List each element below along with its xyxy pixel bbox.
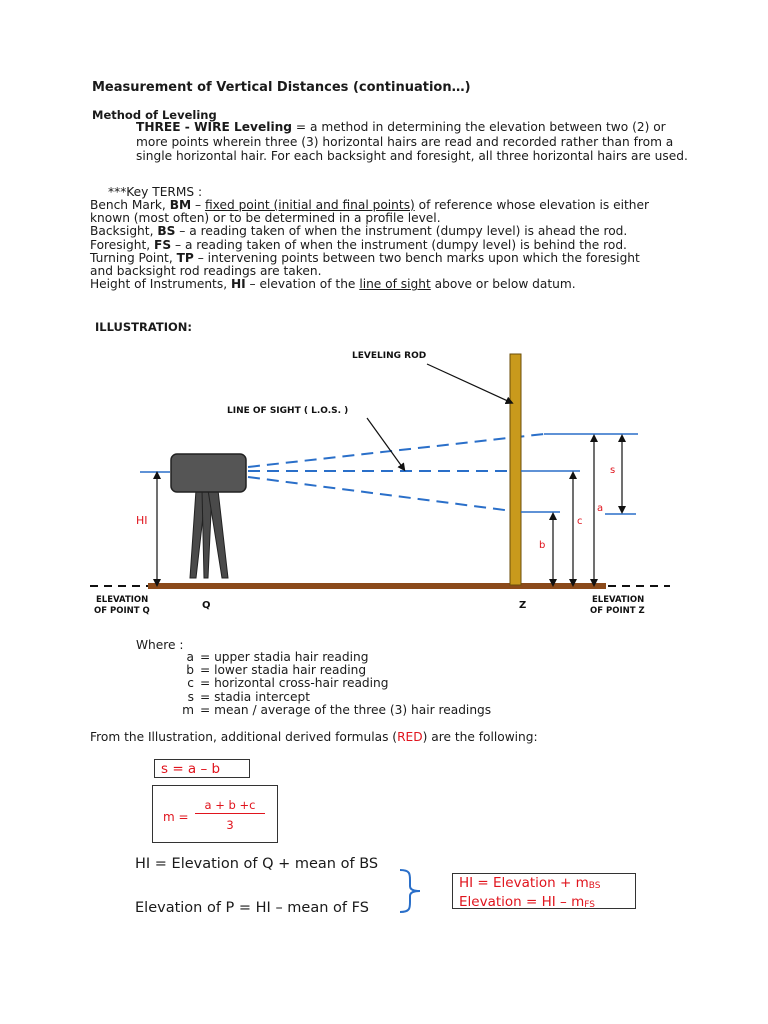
leveling-rod-label: LEVELING ROD: [352, 351, 427, 361]
term-bm: Bench Mark, BM – fixed point (initial and final points) of reference whose elevation is either: [90, 198, 650, 212]
elevation-q-label-2: OF POINT Q: [94, 606, 150, 616]
elevation-q-label-1: ELEVATION: [96, 595, 149, 605]
term-bs: Backsight, BS – a reading taken of when the instrument (dumpy level) is ahead the rod.: [90, 224, 628, 239]
curly-brace-icon: [398, 866, 432, 916]
formula-summary-box: [452, 873, 636, 909]
elevation-z-label-1: ELEVATION: [592, 595, 645, 605]
formula-hi-line: HI = Elevation + $m_{BS}$: [459, 875, 601, 891]
point-z-label: Z: [519, 600, 527, 611]
c-label: c: [577, 516, 583, 527]
lower-stadia-sight: [248, 477, 520, 512]
variable-legend: [170, 651, 491, 717]
equation-hi: HI = Elevation of Q + mean of BS: [135, 856, 379, 872]
formula-m-numerator: a + b +c: [204, 798, 256, 812]
leveling-rod: [510, 354, 521, 585]
term-tp: Turning Point, TP – intervening points between two bench marks upon which the foresight: [90, 250, 640, 265]
legend-row-a: a = upper stadia hair reading: [186, 650, 369, 664]
illustration-heading: ILLUSTRATION:: [95, 320, 192, 334]
legend-row-c: c = horizontal cross-hair reading: [187, 676, 389, 691]
elevation-z-label-2: OF POINT Z: [590, 606, 645, 616]
upper-stadia-sight: [248, 434, 544, 467]
key-terms-heading: ***Key TERMS :: [108, 185, 203, 199]
legend-row-s: s = stadia intercept: [187, 689, 310, 704]
legend-row-m: m = mean / average of the three (3) hair readings: [182, 702, 492, 717]
three-wire-paragraph: [136, 120, 696, 164]
term-hi: Height of Instruments, HI – elevation of the line of sight above or below datum.: [90, 277, 576, 292]
where-label: Where :: [136, 638, 184, 652]
three-wire-term: THREE - WIRE Leveling: [136, 120, 293, 134]
term-fs: Foresight, FS – a reading taken of when the instrument (dumpy level) is behind the rod.: [90, 237, 627, 252]
ground-surface: [148, 583, 606, 589]
a-label: a: [597, 503, 604, 514]
formula-m-denominator: 3: [226, 818, 234, 832]
line-of-sight-label: LINE OF SIGHT ( L.O.S. ): [227, 406, 349, 416]
formula-m-lhs: m =: [163, 810, 189, 824]
leveling-diagram: [0, 340, 768, 630]
point-q-label: Q: [202, 600, 211, 611]
dumpy-level-instrument: [171, 454, 246, 492]
derived-formulas-intro: From the Illustration, additional derived formulas (RED) are the following:: [90, 730, 538, 744]
formula-m-box: [152, 785, 278, 843]
term-bm-line2: known (most often) or to be determined in a profile level.: [90, 211, 441, 226]
term-tp-line2: and backsight rod readings are taken.: [90, 264, 322, 279]
formula-elevation-line: Elevation = HI – $m_{FS}$: [459, 894, 595, 910]
method-heading: Method of Leveling: [92, 108, 217, 122]
b-label: b: [539, 540, 546, 551]
key-terms-list: [90, 199, 690, 291]
fraction-bar: [195, 813, 265, 814]
page-title: Measurement of Vertical Distances (continuation…): [92, 80, 471, 95]
three-wire-definition: = a method in determining the elevation between two (2) or more points wherein three (3) horizontal hairs are read and recorded rather than from a single horizontal hair. For each backsight and foresight, all three horizontal hairs are used.: [136, 120, 688, 163]
s-label: s: [610, 465, 616, 476]
tripod-leg-right: [208, 490, 228, 578]
hi-label: HI: [136, 514, 148, 527]
equation-elevation-p: Elevation of P = HI – mean of FS: [135, 900, 369, 916]
formula-s-box: s = a – b: [154, 759, 250, 778]
legend-row-b: b = lower stadia hair reading: [186, 663, 367, 678]
